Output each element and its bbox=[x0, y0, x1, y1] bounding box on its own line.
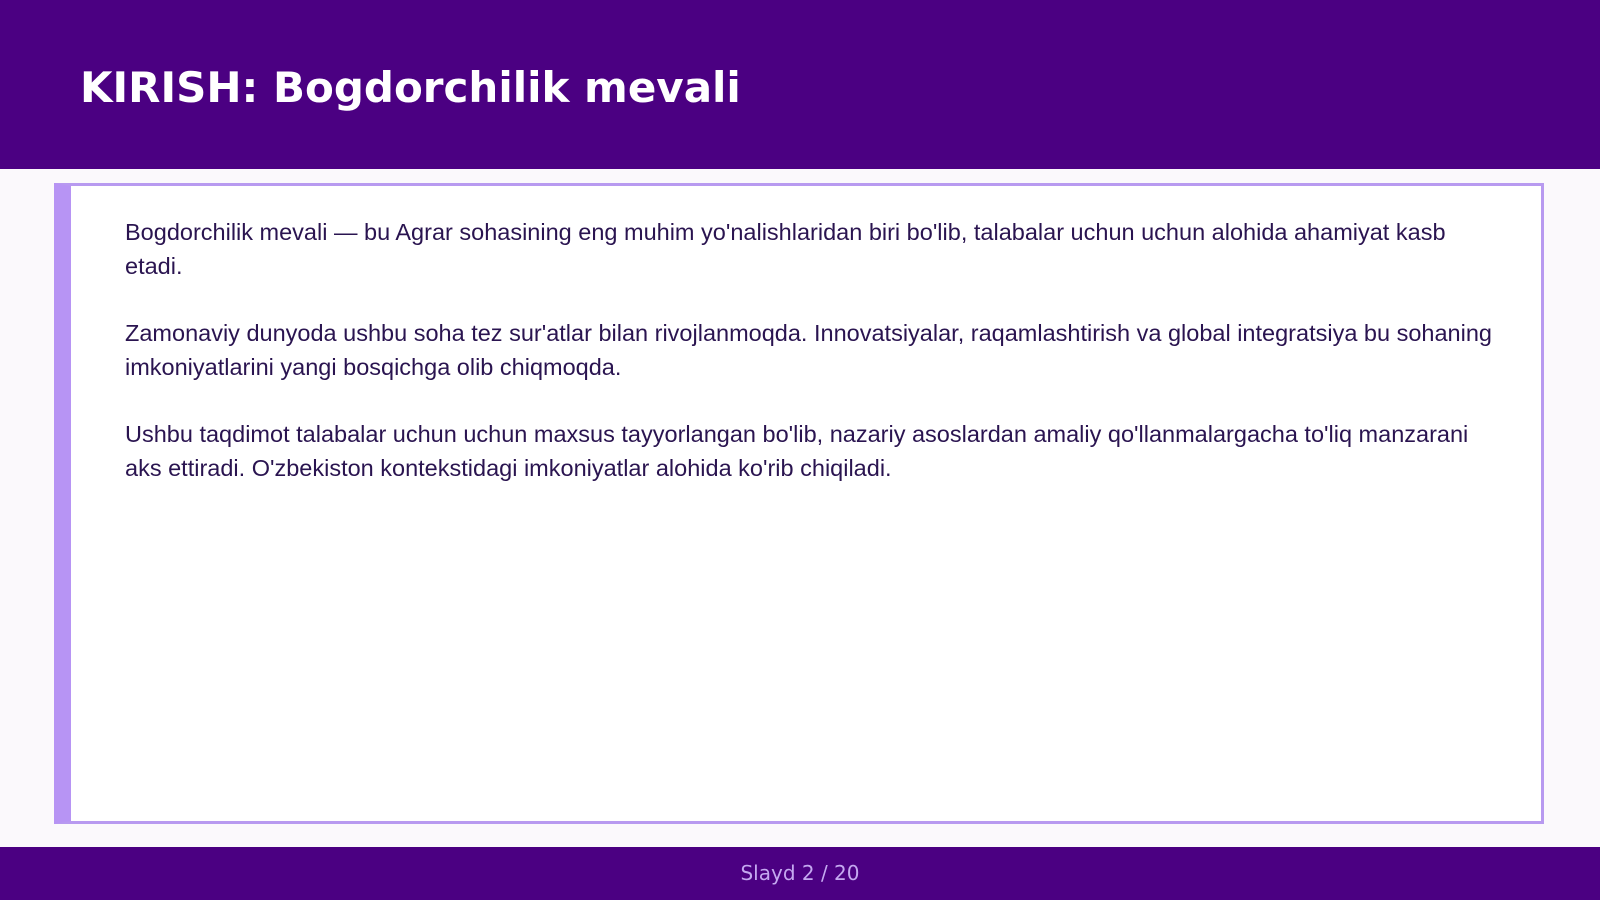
slide-footer bbox=[0, 847, 1600, 900]
slide-title: KIRISH: Bogdorchilik mevali bbox=[80, 63, 741, 112]
body-text bbox=[125, 215, 1495, 518]
paragraph-purpose: Ushbu taqdimot talabalar uchun uchun maxsus tayyorlangan bo'lib, nazariy asoslardan amaliy qo'llanmalargacha to'liq manzarani aks ettiradi. O'zbekiston kontekstidagi imkoniyatlar alohida ko'rib chiqiladi. bbox=[125, 421, 1469, 481]
slide-header bbox=[0, 0, 1600, 169]
paragraph-modern: Zamonaviy dunyoda ushbu soha tez sur'atlar bilan rivojlanmoqda. Innovatsiyalar, raqamlashtirish va global integratsiya bu sohaning imkoniyatlarini yangi bosqichga olib chiqmoqda. bbox=[125, 320, 1492, 380]
slide-number: Slayd 2 / 20 bbox=[740, 861, 860, 885]
paragraph-intro: Bogdorchilik mevali — bu Agrar sohasining eng muhim yo'nalishlaridan biri bo'lib, talabalar uchun uchun alohida ahamiyat kasb etadi. bbox=[125, 219, 1446, 279]
content-box bbox=[54, 183, 1544, 824]
